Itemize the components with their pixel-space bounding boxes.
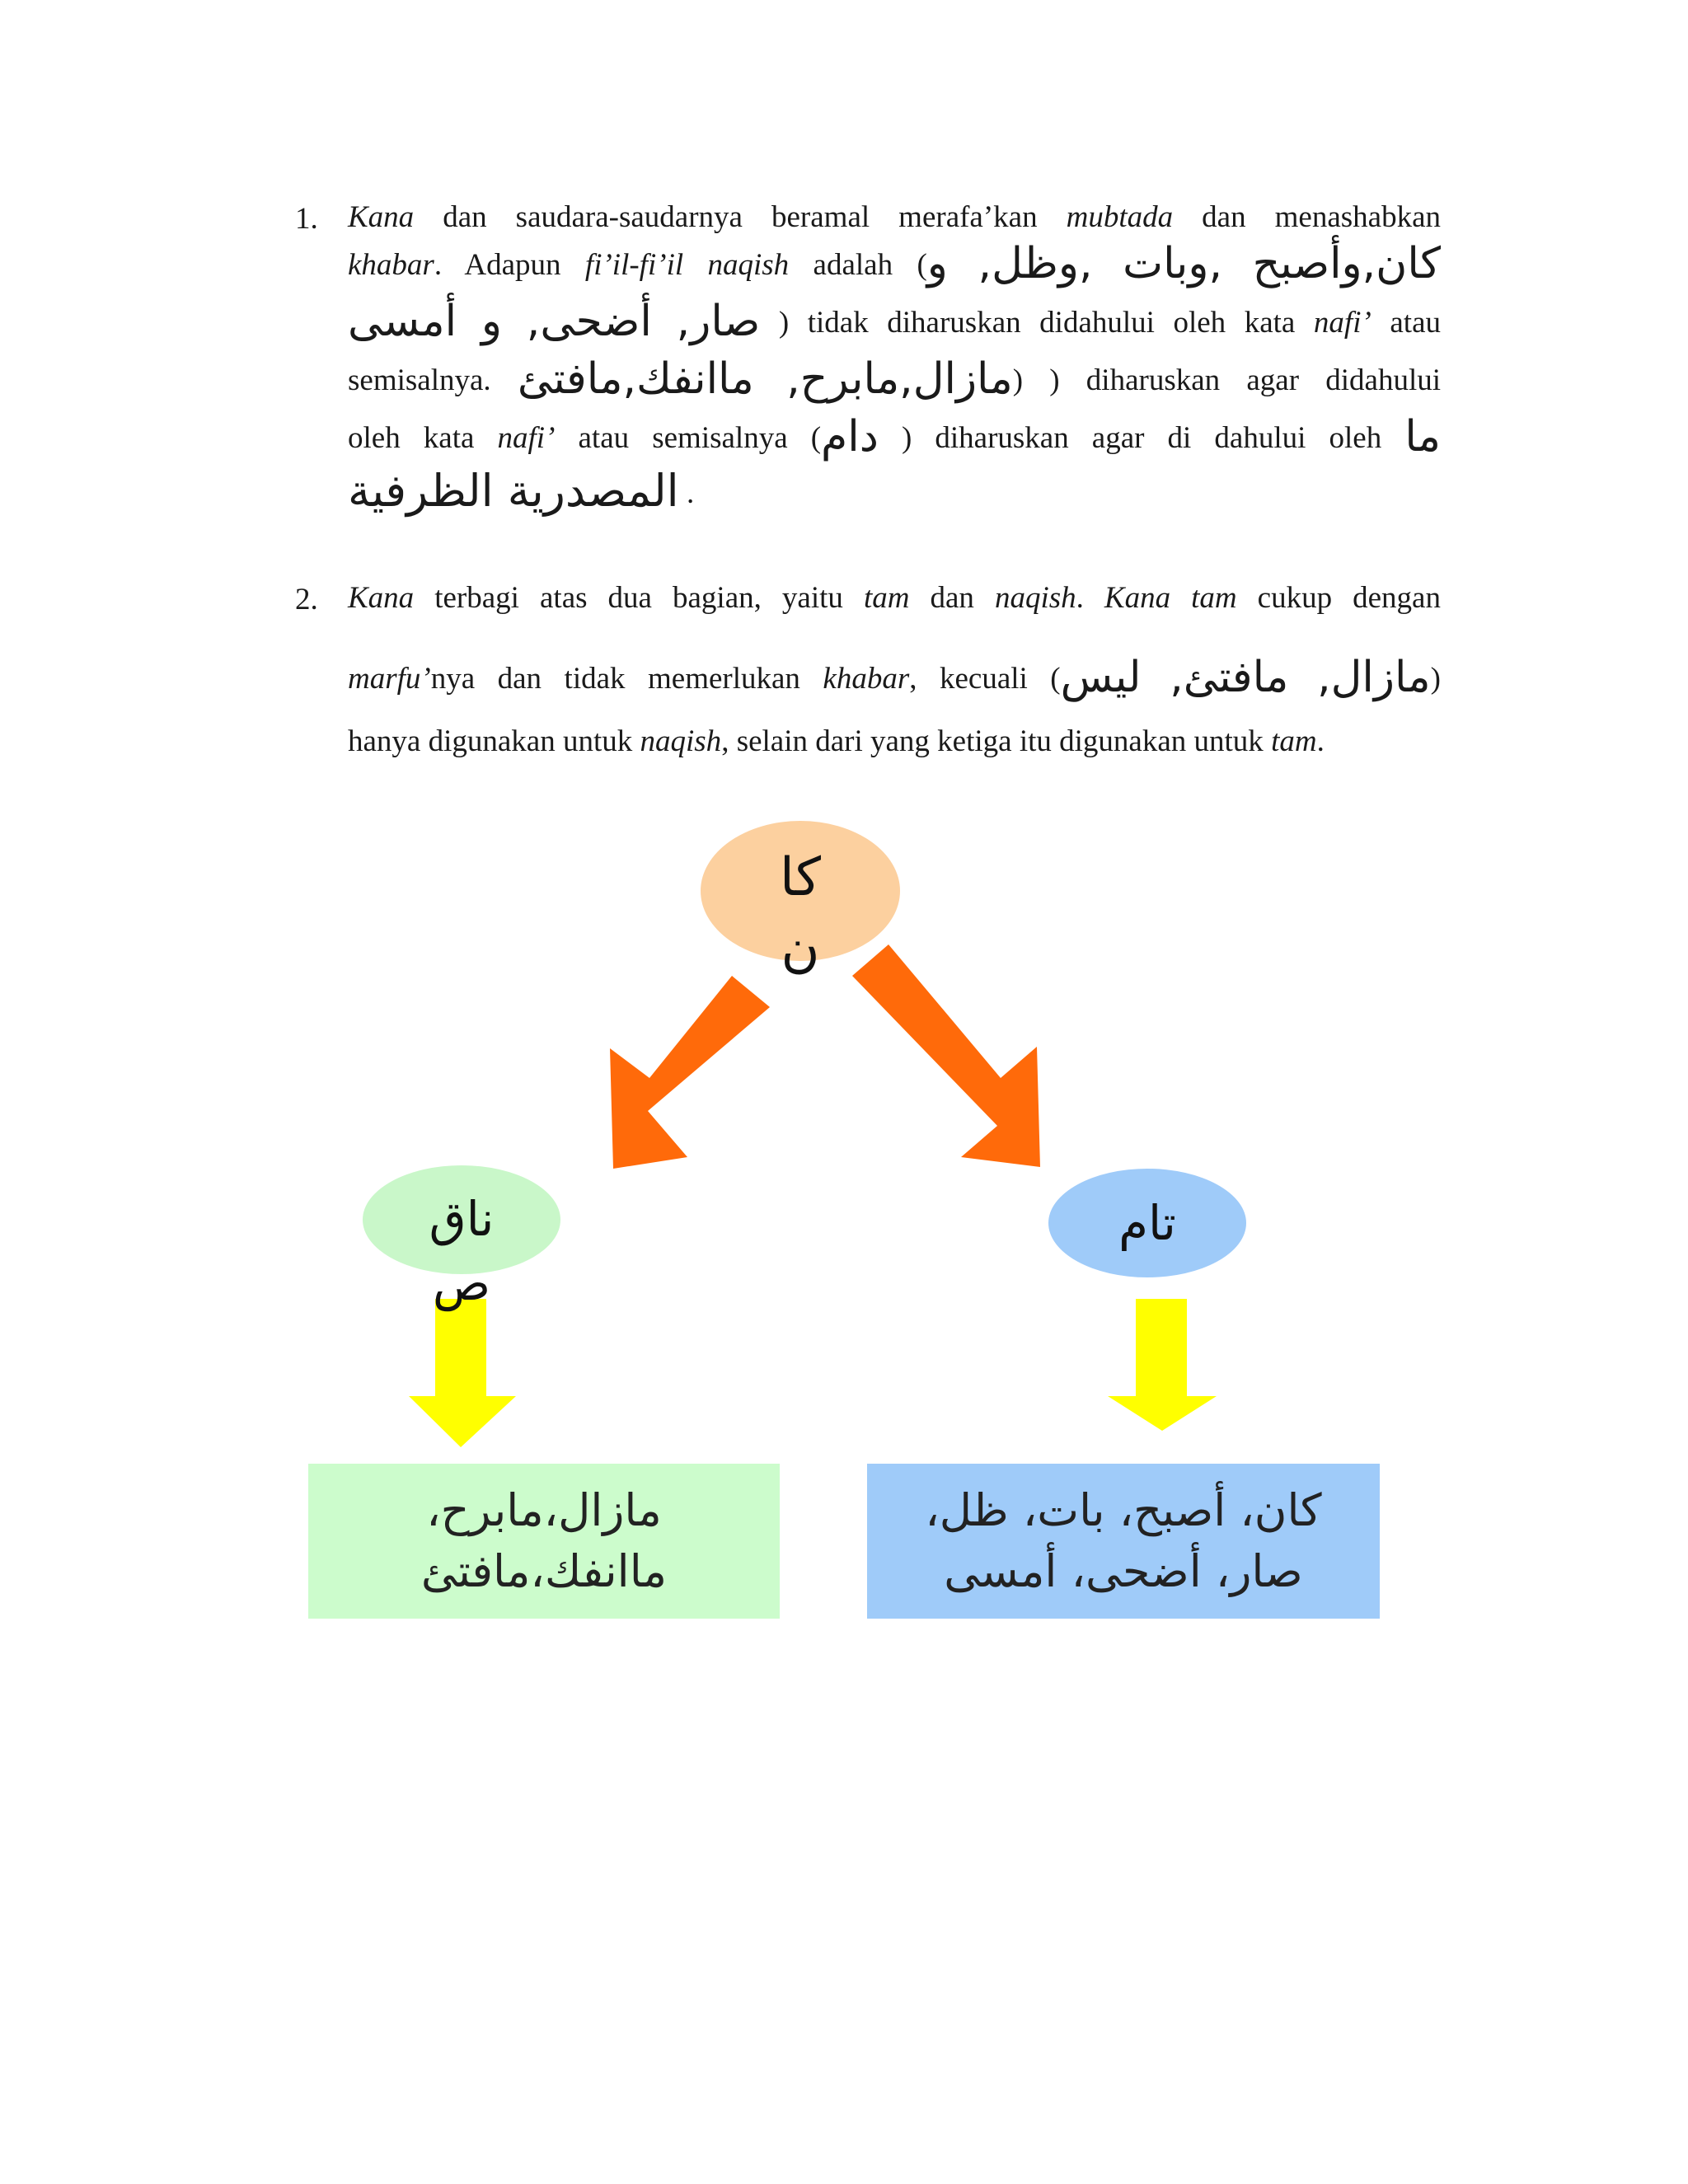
- term-mubtada: mubtada: [1066, 200, 1174, 234]
- naqish-oval: [363, 1165, 560, 1311]
- p1-l4-text-a: semisalnya.: [348, 363, 518, 397]
- p2-l3-text-a: hanya digunakan untuk: [348, 724, 640, 758]
- arabic-ma: ما: [1404, 412, 1442, 462]
- term-fiil-naqish: fi’il-fi’il naqish: [584, 248, 790, 282]
- term-tam-2: tam: [1271, 724, 1317, 758]
- p2-l1-text-b: dan: [909, 581, 995, 615]
- naqish-verbs-box: [308, 1464, 780, 1619]
- arabic-verbs-list-2: صار, أضحى, و أمسى: [348, 297, 761, 346]
- term-kana-2: Kana: [348, 581, 415, 615]
- naqish-label-line-1: ناق: [429, 1191, 495, 1247]
- p2-l3-text-b: , selain dari yang ketiga itu digunakan untuk: [721, 724, 1272, 758]
- term-naqish-2: naqish: [640, 724, 722, 758]
- term-nafi: nafi’: [1313, 306, 1372, 340]
- p2-l1-text-c: .: [1076, 581, 1104, 615]
- p2-l1-text-d: cukup dengan: [1236, 581, 1441, 615]
- root-label-line-1: كا: [780, 847, 821, 908]
- p1-l6-text-a: .: [678, 476, 695, 510]
- p2-l2-text-c: ): [1430, 662, 1441, 696]
- term-kana: Kana: [348, 200, 415, 234]
- p1-l3-text-b: atau: [1371, 306, 1441, 340]
- p2-l2-text-b: , kecuali (: [909, 662, 1061, 696]
- naqish-box-line-2: ماانفك،مافتئ: [420, 1545, 668, 1597]
- term-khabar: khabar: [348, 248, 434, 282]
- orange-arrow-left-shape: [610, 976, 770, 1169]
- p1-l2-text-a: . Adapun: [434, 248, 585, 282]
- p1-l1-text-b: dan menashabkan: [1173, 200, 1441, 234]
- arabic-exceptions: مازال, مافتئ, ليس: [1060, 653, 1431, 702]
- arabic-dam: دام: [821, 412, 879, 462]
- arabic-verbs-list-1: كان,وأصبح ,وبات ,وظل, و: [926, 239, 1441, 288]
- root-kana-oval: [701, 821, 900, 979]
- naqish-box-line-1: مازال،مابرح،: [426, 1484, 662, 1536]
- term-nafi-2: nafi’: [497, 421, 556, 455]
- term-tam: tam: [863, 581, 910, 615]
- orange-arrow-right: [852, 944, 1040, 1167]
- root-label-line-2: ن: [781, 918, 820, 979]
- term-khabar-2: khabar: [823, 662, 910, 696]
- tam-oval: [1048, 1169, 1246, 1277]
- p1-l3-text-a: ) tidak diharuskan didahului oleh kata: [760, 306, 1314, 340]
- term-marfu: marfu’: [348, 662, 431, 696]
- p1-l2-text-b: adalah (: [789, 248, 927, 282]
- p2-l3-text-c: .: [1316, 724, 1325, 758]
- naqish-label-line-2: ص: [432, 1255, 491, 1311]
- yellow-arrow-right: [1108, 1299, 1217, 1431]
- term-naqish: naqish: [994, 581, 1076, 615]
- tam-verbs-box: [867, 1464, 1380, 1619]
- p1-l4-text-b: ) ) diharuskan agar didahului: [1012, 363, 1441, 397]
- p2-l2-text-a: nya dan tidak memerlukan: [430, 662, 823, 696]
- arabic-mashdariyah: المصدرية الظرفية: [348, 465, 679, 517]
- arabic-verbs-list-3: مازال,مابرح, ماانفك,مافتئ: [517, 354, 1013, 404]
- p2-l1-text-a: terbagi atas dua bagian, yaitu: [414, 581, 864, 615]
- tam-label: تام: [1118, 1195, 1176, 1251]
- item-number-2: 2.: [295, 583, 318, 616]
- term-kana-tam: Kana tam: [1104, 581, 1237, 615]
- p1-l5-text-b: atau semisalnya (: [555, 421, 822, 455]
- tam-box-line-1: كان، أصبح، بات، ظل،: [925, 1484, 1322, 1536]
- p1-l5-text-c: ) diharuskan agar di dahului oleh: [878, 421, 1405, 455]
- item-number-1: 1.: [295, 202, 318, 236]
- yellow-arrow-left: [409, 1299, 516, 1447]
- p1-l5-text-a: oleh kata: [348, 421, 498, 455]
- p1-l1-text-a: dan saudara-saudarnya beramal merafa’kan: [414, 200, 1067, 234]
- tam-box-line-2: صار، أضحى، أمسى: [944, 1545, 1303, 1597]
